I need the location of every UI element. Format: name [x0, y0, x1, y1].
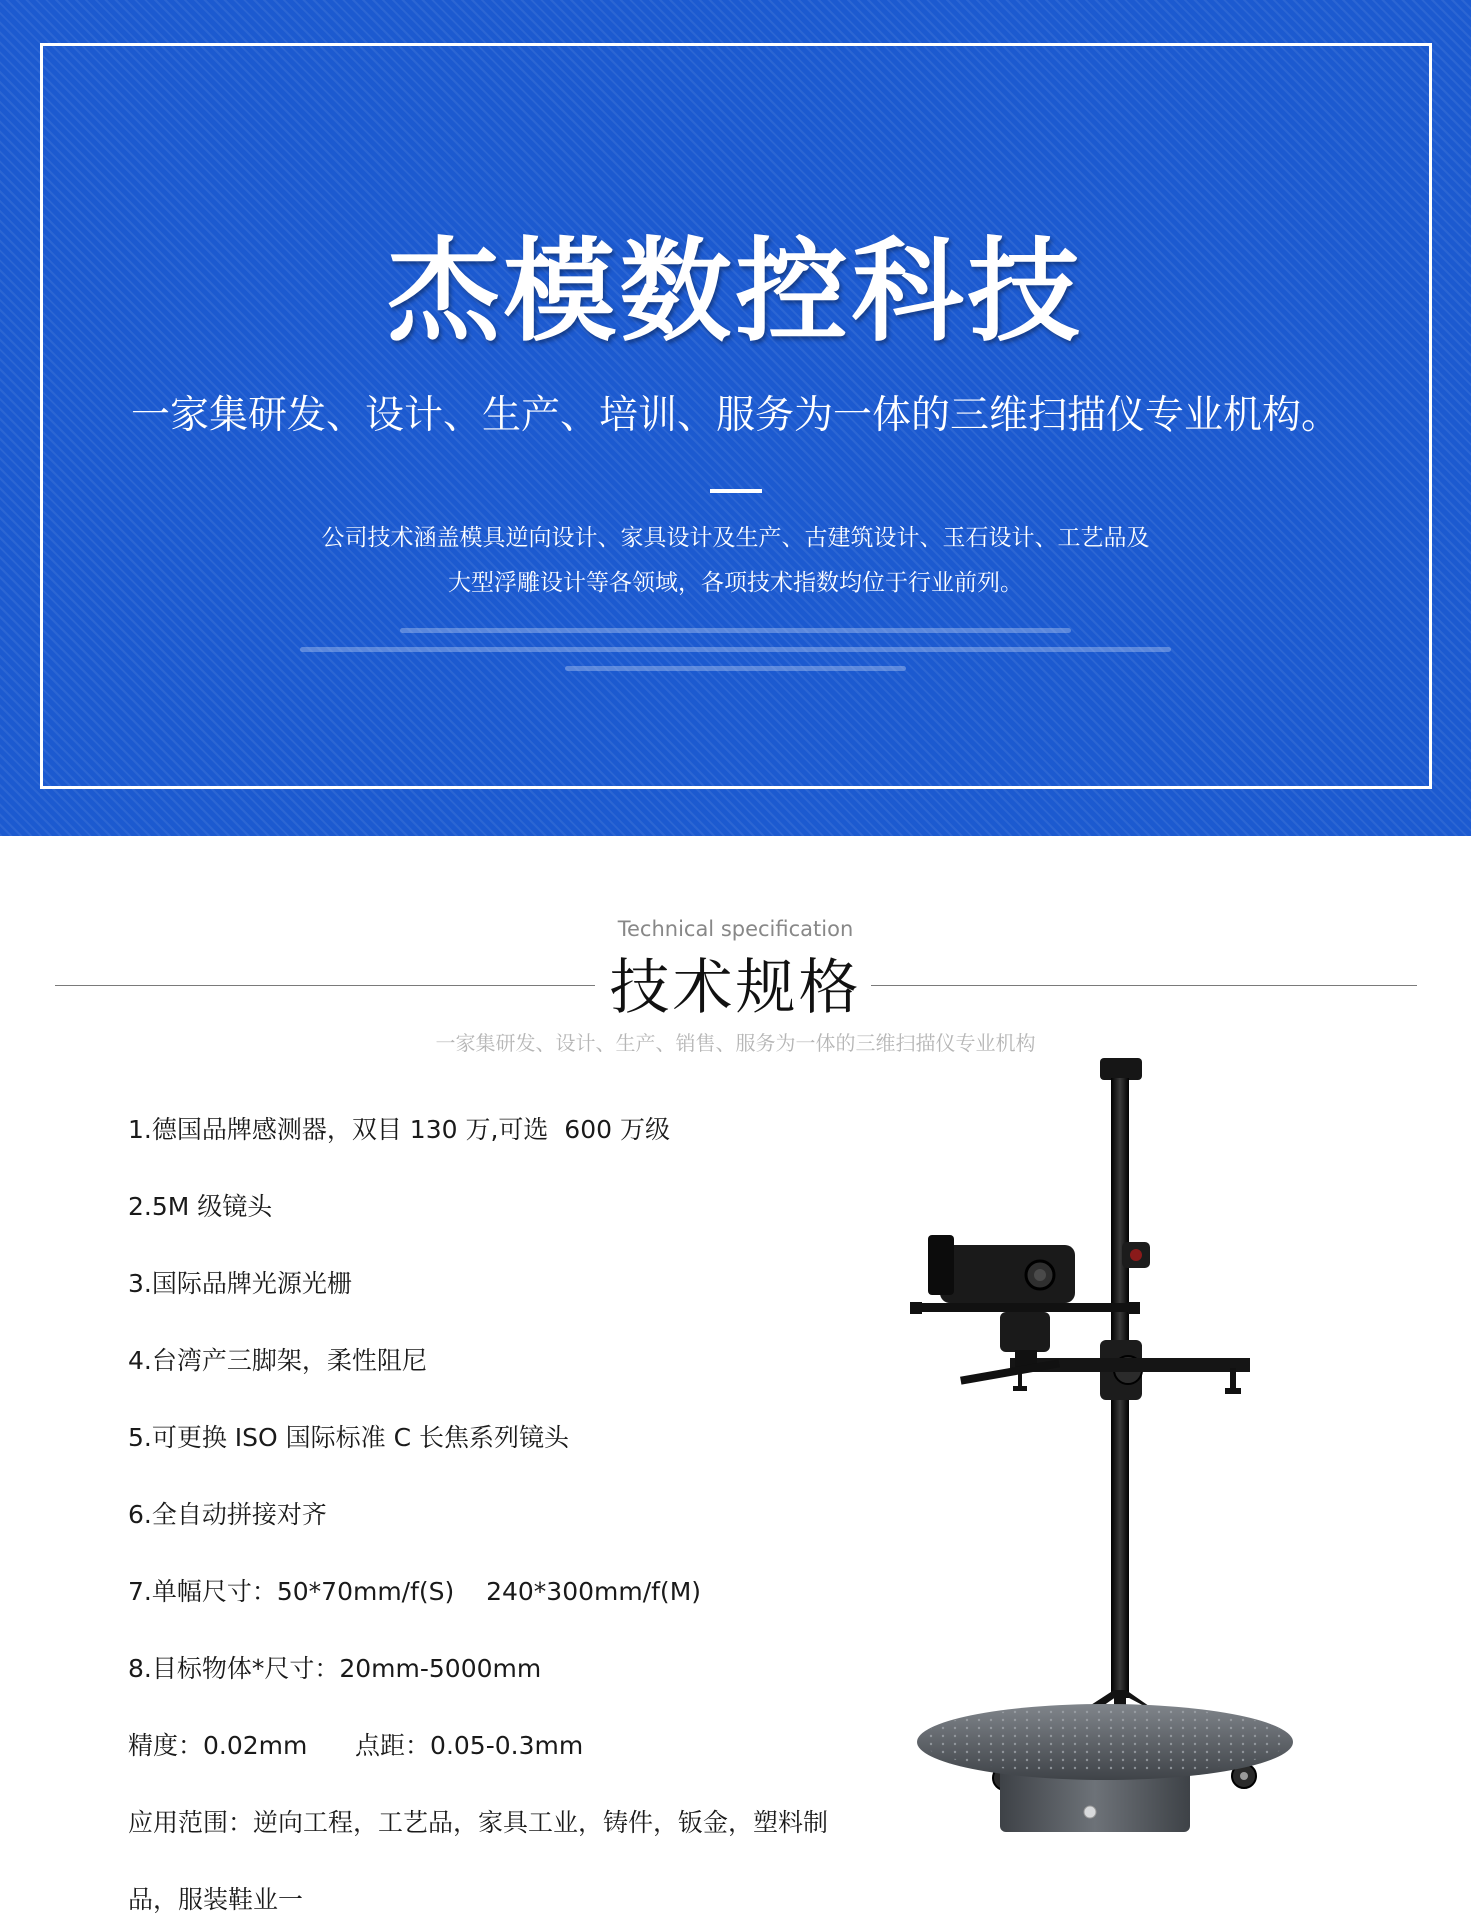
hero-banner [0, 0, 1471, 836]
banner-divider [710, 489, 762, 493]
spec-item: 8.目标物体*尺寸：20mm-5000mm [128, 1654, 542, 1683]
company-description-line-1: 公司技术涵盖模具逆向设计、家具设计及生产、古建筑设计、玉石设计、工艺品及 [321, 525, 1150, 551]
spec-item: 3.国际品牌光源光栅 [128, 1269, 352, 1298]
company-description-line-2: 大型浮雕设计等各领域，各项技术指数均位于行业前列。 [448, 570, 1023, 596]
section-subtitle: 一家集研发、设计、生产、销售、服务为一体的三维扫描仪专业机构 [435, 1031, 1036, 1055]
spec-item: 6.全自动拼接对齐 [128, 1500, 327, 1529]
spec-item: 应用范围：逆向工程，工艺品，家具工业，铸件，钣金，塑料制 [128, 1808, 829, 1837]
spec-item: 4.台湾产三脚架，柔性阻尼 [128, 1346, 427, 1375]
spec-item: 2.5M 级镜头 [128, 1192, 273, 1221]
fine-print-line [400, 628, 1071, 633]
turntable-image [915, 1700, 1305, 1840]
spec-item: 品，服装鞋业一 [128, 1885, 304, 1914]
fine-print-line [565, 666, 906, 671]
fine-print-line [300, 647, 1171, 652]
company-name: 杰模数控科技 [387, 227, 1084, 357]
company-tagline: 一家集研发、设计、生产、培训、服务为一体的三维扫描仪专业机构。 [130, 393, 1340, 438]
spec-item: 精度：0.02mm 点距：0.05-0.3mm [128, 1731, 584, 1760]
camera-stand [910, 1058, 1256, 1800]
spec-item: 7.单幅尺寸：50*70mm/f(S) 240*300mm/f(M) [128, 1577, 702, 1606]
spec-item: 5.可更换 ISO 国际标准 C 长焦系列镜头 [128, 1423, 570, 1452]
section-title: 技术规格 [609, 953, 862, 1023]
section-english-title: Technical specification [617, 917, 854, 941]
spec-item: 1.德国品牌感测器，双目 130 万,可选 600 万级 [128, 1115, 670, 1144]
